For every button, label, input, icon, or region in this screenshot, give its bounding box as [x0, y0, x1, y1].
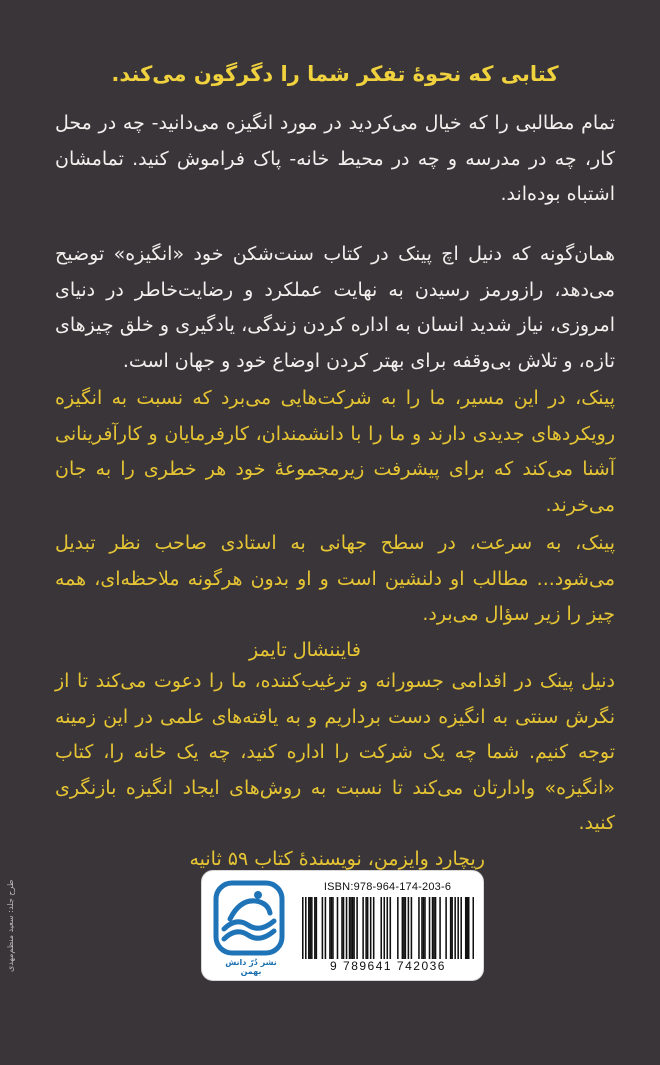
- barcode-bar: [346, 897, 348, 959]
- barcode-bar: [457, 897, 459, 959]
- ean-digits: 9 789641 742036: [330, 959, 446, 973]
- barcode-bar: [424, 897, 426, 959]
- barcode-bar: [314, 897, 316, 959]
- headline: کتابی که نحوۀ تفکر شما را دگرگون می‌کند.: [111, 62, 559, 86]
- barcode-bar: [411, 897, 413, 959]
- barcode-bar: [423, 897, 425, 959]
- paragraph-review-2: [55, 526, 615, 668]
- barcode-bar: [356, 897, 358, 959]
- barcode-bar: [365, 897, 367, 959]
- review-quote: پینک، به سرعت، در سطح جهانی به استادی صاحب نظر تبدیل می‌شود... مطالب او دلنشین است و او بدون هرگونه ملاحظه‌ای، همه چیز را زیر سؤال می‌برد.: [55, 532, 615, 625]
- barcode-bar: [418, 897, 420, 959]
- barcode-bar: [341, 897, 343, 959]
- barcode-bar: [432, 897, 434, 959]
- barcode-bar: [429, 897, 431, 959]
- barcode-bar: [383, 897, 385, 959]
- barcode-bar: [472, 897, 474, 959]
- barcode-bar: [403, 897, 405, 959]
- barcode-bar: [322, 897, 324, 959]
- barcode-bar: [325, 897, 327, 959]
- barcode-bar: [402, 897, 404, 959]
- review-source-2: ریچارد وایزمن، نویسندۀ کتاب ۵۹ ثانیه: [189, 847, 485, 870]
- barcode-bar: [433, 897, 435, 959]
- paragraph-review-3: [55, 664, 615, 877]
- barcode-bar: [349, 897, 351, 959]
- barcode-bar: [350, 897, 352, 959]
- barcode-bar: [397, 897, 399, 959]
- publisher-name: نشر دُرّ دانش بهمن: [225, 958, 277, 976]
- barcode-bar: [373, 897, 375, 959]
- barcode-bar: [329, 897, 331, 959]
- review-source: فایننشال تایمز: [248, 638, 362, 661]
- barcode-bar: [352, 897, 354, 959]
- barcode-bar: [380, 897, 382, 959]
- barcode-bar: [367, 897, 369, 959]
- barcode-bar: [390, 897, 392, 959]
- barcode-bars: [302, 897, 474, 959]
- barcode-bar: [460, 897, 462, 959]
- barcode-bar: [308, 897, 310, 959]
- barcode-bar: [331, 897, 333, 959]
- cover-designer-credit: طرح جلد: سعید منظم‌مهدی: [6, 880, 15, 973]
- barcode-panel: [201, 870, 484, 981]
- barcode-bar: [386, 897, 388, 959]
- barcode-bar: [305, 897, 307, 959]
- barcode-bar: [353, 897, 355, 959]
- barcode-bar: [408, 897, 410, 959]
- barcode-bar: [445, 897, 447, 959]
- barcode-bar: [450, 897, 452, 959]
- barcode-bar: [362, 897, 364, 959]
- paragraph-review-1: پینک، در این مسیر، ما را به شرکت‌هایی می‌برد که نسبت به انگیزه رویکردهای جدیدی دارند و ما را با دانشمندان، کارفرمایان و کارآفرینانی آشنا می‌کند که برای پیشرفت زیرمجموعۀ خود هر خطری را به جان می‌خرند.: [55, 387, 615, 516]
- barcode-bar: [310, 897, 312, 959]
- barcode-bar: [465, 897, 467, 959]
- barcode-bar: [405, 897, 407, 959]
- paragraph-summary: همان‌گونه که دنیل اچ پینک در کتاب سنت‌شکن خود «انگیزه» توضیح می‌دهد، رازورمز رسیدن به نهایت عملکرد و رضایت‌خاطر در دنیای امروزی، نیاز شدید انسان به اداره کردن زندگی، یادگیری و خلق چیزهای تازه، و تلاش بی‌وقفه برای بهتر کردن اوضاع خود و جهان است.: [55, 243, 615, 372]
- barcode-bar: [337, 897, 339, 959]
- barcode-bar: [343, 897, 345, 959]
- barcode-bar: [332, 897, 334, 959]
- review-quote-2: دنیل پینک در اقدامی جسورانه و ترغیب‌کننده، ما را دعوت می‌کند تا از نگرش سنتی به انگیزه دست برداریم و به یافته‌های علمی در این زمینه توجه کنیم. شما چه یک شرکت را اداره کنید، چه یک خانه را، کتاب «انگیزه» وادارتان می‌کند تا نسبت به روش‌های ایجاد انگیزه بازنگری کنید.: [55, 670, 615, 834]
- barcode-bar: [316, 897, 318, 959]
- barcode-bar: [435, 897, 437, 959]
- barcode-bar: [454, 897, 456, 959]
- barcode-bar: [466, 897, 468, 959]
- barcode-bar: [302, 897, 304, 959]
- paragraph-intro: تمام مطالبی را که خیال می‌کردید در مورد انگیزه می‌دانید- چه در محل کار، چه در مدرسه و چه در محیط خانه- پاک فراموش کنید. تمامشان اشتباه بوده‌اند.: [55, 112, 615, 205]
- barcode-bar: [439, 897, 441, 959]
- barcode-bar: [468, 897, 470, 959]
- barcode-bar: [311, 897, 313, 959]
- isbn-label: ISBN:978-964-174-203-6: [323, 881, 452, 893]
- barcode-bar: [370, 897, 372, 959]
- barcode-bar: [421, 897, 423, 959]
- barcode-bar: [451, 897, 453, 959]
